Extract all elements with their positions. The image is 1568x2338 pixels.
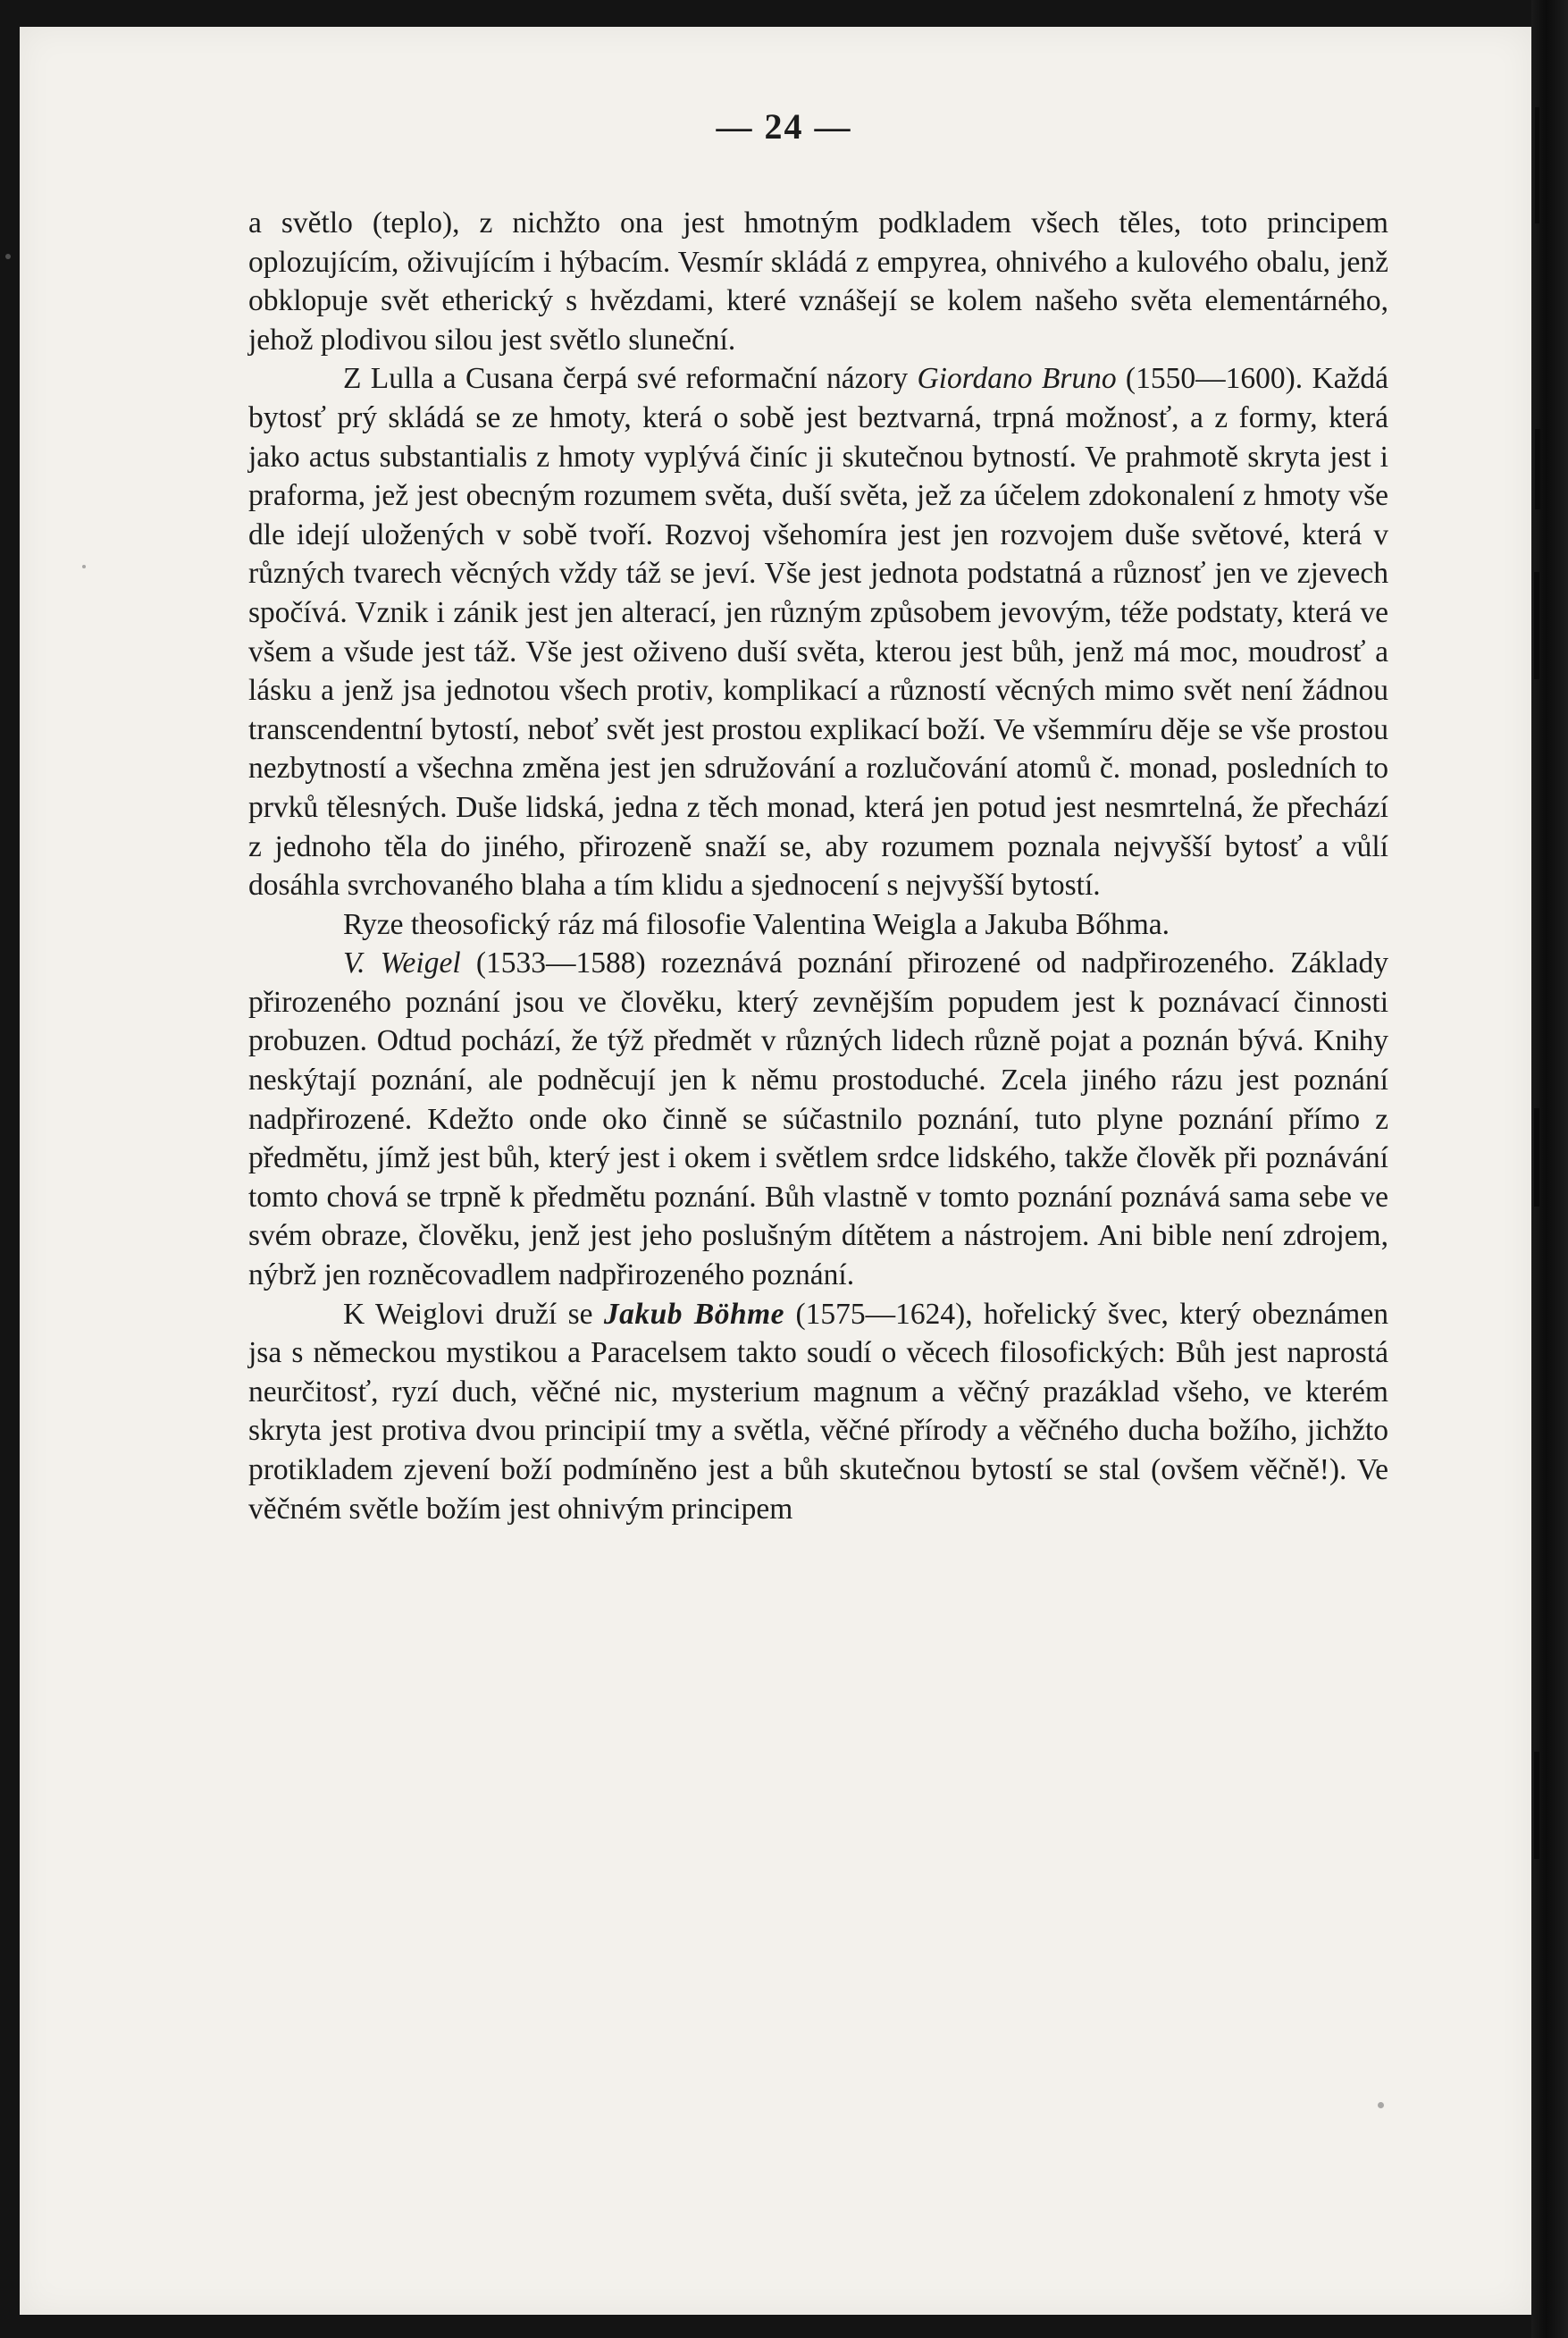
spine-mark (1534, 572, 1539, 679)
person-name: Giordano Bruno (917, 362, 1117, 396)
spine-mark (1534, 1752, 1539, 1859)
paragraph-text: K Weiglovi druží se (343, 1297, 604, 1331)
paper-speck (5, 254, 11, 259)
spine-mark (1535, 429, 1540, 509)
paragraph-text: Ryze theosofický ráz má filosofie Valentina Weigla a Jakuba Bőhma. (343, 907, 1170, 941)
body-text (248, 204, 1388, 1528)
paper-speck (1378, 2102, 1384, 2108)
paragraph-p1 (248, 204, 1388, 359)
spine-mark (1534, 1108, 1539, 1207)
paragraph-text: Z Lulla a Cusana čerpá své reformační názory (343, 362, 918, 396)
book-spine-edge (1531, 0, 1568, 2338)
page-number: — 24 — (716, 106, 852, 147)
paragraph-p2 (248, 359, 1388, 904)
paper-speck (82, 565, 86, 568)
paragraph-text: (1575—1624), hořelický švec, který obeznámen jsa s německou mystikou a Paracelsem takto soudí o věcech filosofických: Bůh jest naprostá neurčitosť, ryzí duch, věčné nic, mysterium magnum a věčný prazáklad všeho, ve kterém skryta jest protiva dvou principií tmy a světla, věčné přírody a věčného ducha božího, jichžto protikladem zjevení boží podmíněno jest a bůh skutečnou bytostí se stal (ovšem věčně!). Ve věčném světle božím jest ohnivým principem (248, 1297, 1388, 1526)
paragraph-text: (1533—1588) rozeznává poznání přirozené od nadpřirozeného. Základy přirozeného poznání jsou ve člověku, který zevnějším popudem jest k poznávací činnosti probuzen. Odtud pochází, že týž předmět v různých lidech různě pojat a poznán bývá. Knihy neskýtají poznání, ale podněcují jen k němu prostoduché. Zcela jiného rázu jest poznání nadpřirozené. Kdežto onde oko činně se súčastnilo poznání, tuto plyne poznání přímo z předmětu, jímž jest bůh, který jest i okem i světlem srdce lidského, takže člověk při poznávání tomto chová se trpně k předmětu poznání. Bůh vlastně v tomto poznání poznává sama sebe ve svém obraze, člověku, jenž jest jeho poslušným dítětem a nástrojem. Ani bible není zdrojem, nýbrž jen rozněcovadlem nadpřirozeného poznání. (248, 946, 1388, 1292)
paragraph-text: a světlo (teplo), z nichžto ona jest hmotným podkladem všech těles, toto principem oplozujícím, oživujícím i hýbacím. Vesmír skládá z empyrea, ohnivého a kulového obalu, jenž obklopuje svět etherický s hvězdami, které vznášejí se kolem našeho světa elementárného, jehož plodivou silou jest světlo sluneční. (248, 206, 1388, 357)
person-name: Jakub Böhme (603, 1297, 785, 1331)
paragraph-p4 (248, 944, 1388, 1294)
paragraph-p3 (248, 905, 1388, 945)
paragraph-text: (1550—1600). Každá bytosť prý skládá se ze hmoty, která o sobě jest beztvarná, trpná možnosť, a z formy, která jako actus substantialis z hmoty vyplývá činíc ji skutečnou bytností. Ve prahmotě skryta jest i praforma, jež jest obecným rozumem světa, duší světa, jež za účelem zdokonalení z hmoty vše dle idejí uložených v sobě tvoří. Rozvoj všehomíra jest jen rozvojem duše světové, která v různých tvarech věcných vždy táž se jeví. Vše jest jednota podstatná a různosť jen ve zjevech spočívá. Vznik i zánik jest jen alterací, jen různým způsobem jevovým, téže podstaty, která ve všem a všude jest táž. Vše jest oživeno duší světa, kterou jest bůh, jenž má moc, moudrosť a lásku a jenž jsa jednotou všech protiv, komplikací a růzností věcných mimo svět není žádnou transcendentní bytostí, neboť svět jest prostou explikací boží. Ve všemmíru děje se vše prostou nezbytností a všechna změna jest jen sdružování a rozlučování atomů č. monad, posledních to prvků tělesných. Duše lidská, jedna z těch monad, která jen potud jest nesmrtelná, že přechází z jednoho těla do jiného, přirozeně snaží se, aby rozumem poznala nejvyšší bytosť a vůlí dosáhla svrchovaného blaha a tím klidu a sjednocení s nejvyšší bytostí. (248, 362, 1388, 903)
paragraph-p5 (248, 1295, 1388, 1529)
person-name: V. Weigel (343, 946, 461, 980)
